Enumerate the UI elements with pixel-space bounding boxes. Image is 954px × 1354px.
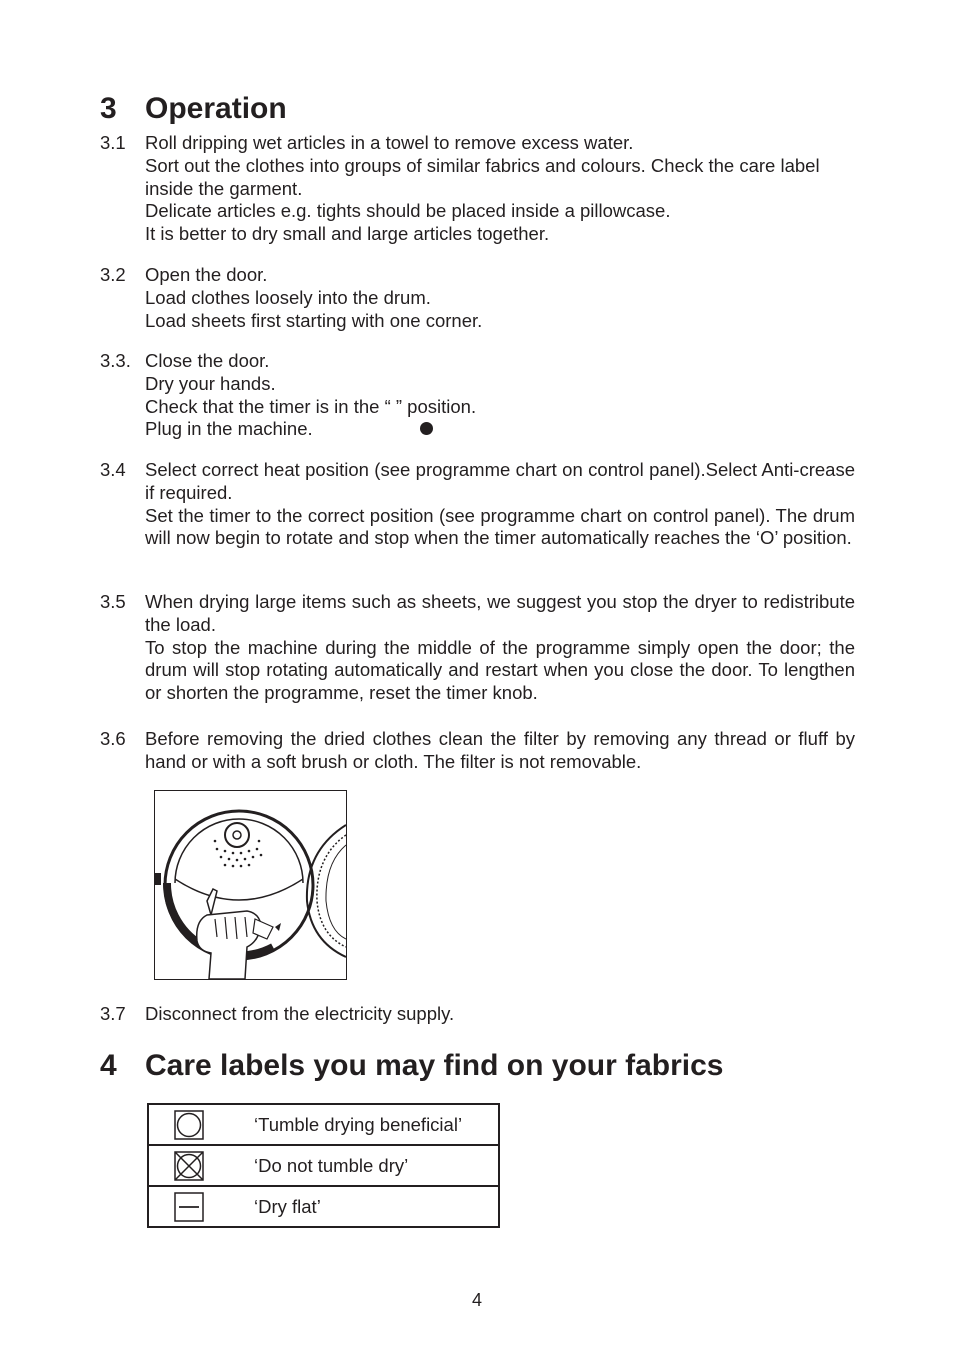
dryer-filter-drawing — [155, 791, 346, 979]
step-3-1 — [100, 132, 855, 246]
care-label-text: ‘Do not tumble dry’ — [254, 1145, 499, 1186]
do-not-tumble-dry-icon — [174, 1151, 204, 1181]
care-label-row — [148, 1186, 499, 1227]
step-text: Disconnect from the electricity supply. — [145, 1003, 455, 1024]
step-3-5 — [100, 591, 855, 705]
step-text: Before removing the dried clothes clean the filter by removing any thread or fluff by hand or with a soft brush or cloth. The filter is not removable. — [145, 728, 855, 772]
step-number: 3.1 — [100, 132, 126, 153]
step-3-6 — [100, 728, 855, 774]
section-3-number: 3 — [100, 92, 117, 125]
step-text: When drying large items such as sheets, we suggest you stop the dryer to redistribute the load. — [145, 591, 855, 635]
tumble-dry-circle-icon — [174, 1110, 204, 1140]
care-label-text: ‘Tumble drying beneficial’ — [254, 1104, 499, 1145]
step-number: 3.6 — [100, 728, 126, 749]
step-3-3 — [100, 350, 855, 441]
step-text: Roll dripping wet articles in a towel to remove excess water. — [145, 132, 634, 153]
step-text: Dry your hands. — [145, 372, 276, 394]
step-text: Check that the timer is in the “ ” position. — [145, 395, 477, 417]
step-text: Close the door. — [145, 350, 270, 371]
section-3-title: Operation — [145, 92, 287, 125]
step-text: Load clothes loosely into the drum. — [145, 286, 431, 308]
step-text: To stop the machine during the middle of the programme simply open the door; the drum will stop rotating automatically and restart when you close the door. To lengthen or shorten the programme, reset the timer knob. — [145, 636, 855, 704]
step-text: Delicate articles e.g. tights should be placed inside a pillowcase. — [145, 200, 671, 222]
dry-flat-icon — [174, 1192, 204, 1222]
step-number: 3.3. — [100, 350, 131, 371]
step-text: Sort out the clothes into groups of similar fabrics and colours. Check the care label inside the garment. — [145, 154, 820, 199]
step-number: 3.7 — [100, 1003, 126, 1024]
step-3-4 — [100, 459, 855, 550]
step-text: Open the door. — [145, 264, 268, 285]
care-label-row — [148, 1145, 499, 1186]
step-number: 3.5 — [100, 591, 126, 612]
step-number: 3.4 — [100, 459, 126, 480]
step-text: It is better to dry small and large articles together. — [145, 223, 550, 245]
section-3-heading — [100, 91, 287, 127]
step-number: 3.2 — [100, 264, 126, 285]
care-labels-table — [147, 1103, 500, 1228]
step-3-2 — [100, 264, 855, 332]
step-text: Plug in the machine. — [145, 418, 313, 440]
step-3-7 — [100, 1003, 855, 1026]
step-text: Load sheets first starting with one corner. — [145, 309, 483, 331]
step-text: Set the timer to the correct position (see programme chart on control panel). The drum will now begin to rotate and stop when the timer automatically reaches the ‘O’ position. — [145, 504, 855, 549]
section-4-number: 4 — [100, 1049, 117, 1082]
care-label-row — [148, 1104, 499, 1145]
page-number: 4 — [471, 1290, 482, 1310]
step-text: Select correct heat position (see programme chart on control panel).Select Anti-crease if required. — [145, 459, 855, 503]
section-4-title: Care labels you may find on your fabrics — [145, 1049, 724, 1082]
care-label-text: ‘Dry flat’ — [254, 1186, 499, 1227]
section-4-heading — [100, 1048, 724, 1084]
filter-cleaning-illustration — [154, 790, 347, 980]
timer-off-symbol-icon — [420, 422, 433, 435]
